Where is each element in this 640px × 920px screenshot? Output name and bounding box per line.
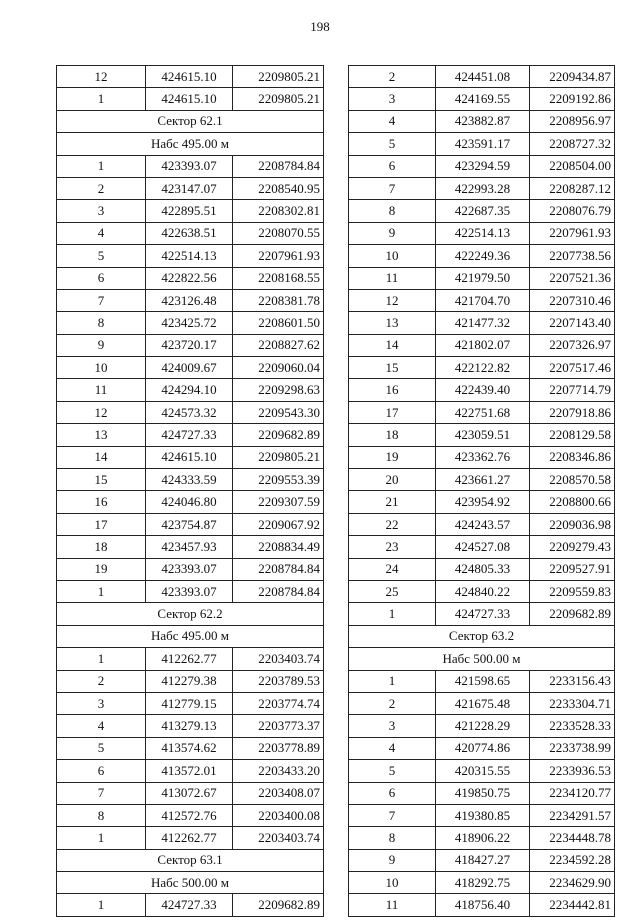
point-number: 4 <box>57 222 146 244</box>
y-coordinate: 2207326.97 <box>530 334 615 356</box>
table-row <box>349 357 615 379</box>
y-coordinate: 2208540.95 <box>233 177 324 199</box>
y-coordinate: 2233156.43 <box>530 670 615 692</box>
section-header-row <box>57 133 324 155</box>
y-coordinate: 2208784.84 <box>233 155 324 177</box>
point-number: 24 <box>349 558 436 580</box>
table-row <box>57 558 324 580</box>
table-row <box>349 379 615 401</box>
y-coordinate: 2208727.32 <box>530 133 615 155</box>
table-row <box>57 155 324 177</box>
y-coordinate: 2209067.92 <box>233 513 324 535</box>
y-coordinate: 2234592.28 <box>530 849 615 871</box>
section-header-text: Набс 500.00 м <box>349 648 615 670</box>
left-coordinates-table <box>56 65 324 917</box>
point-number: 11 <box>349 894 436 916</box>
section-header-text: Сектор 62.2 <box>57 603 324 625</box>
point-number: 1 <box>349 670 436 692</box>
table-row <box>57 469 324 491</box>
point-number: 11 <box>349 267 436 289</box>
x-coordinate: 423754.87 <box>146 513 233 535</box>
section-header-text: Набс 495.00 м <box>57 133 324 155</box>
x-coordinate: 423294.59 <box>436 155 530 177</box>
y-coordinate: 2203400.08 <box>233 804 324 826</box>
table-row <box>349 267 615 289</box>
point-number: 1 <box>57 580 146 602</box>
section-header-text: Набс 495.00 м <box>57 625 324 647</box>
table-row <box>349 424 615 446</box>
y-coordinate: 2234442.81 <box>530 894 615 916</box>
point-number: 12 <box>57 66 146 88</box>
table-row <box>57 446 324 468</box>
y-coordinate: 2208346.86 <box>530 446 615 468</box>
x-coordinate: 423362.76 <box>436 446 530 468</box>
table-row <box>349 222 615 244</box>
y-coordinate: 2209553.39 <box>233 469 324 491</box>
point-number: 13 <box>349 312 436 334</box>
table-row <box>57 289 324 311</box>
x-coordinate: 412262.77 <box>146 648 233 670</box>
x-coordinate: 423882.87 <box>436 110 530 132</box>
point-number: 1 <box>57 88 146 110</box>
y-coordinate: 2209682.89 <box>530 603 615 625</box>
point-number: 1 <box>57 648 146 670</box>
section-header-text: Сектор 62.1 <box>57 110 324 132</box>
table-row <box>57 536 324 558</box>
y-coordinate: 2233738.99 <box>530 737 615 759</box>
y-coordinate: 2208827.62 <box>233 334 324 356</box>
table-row <box>349 155 615 177</box>
x-coordinate: 418756.40 <box>436 894 530 916</box>
x-coordinate: 412779.15 <box>146 692 233 714</box>
y-coordinate: 2208570.58 <box>530 469 615 491</box>
table-row <box>57 177 324 199</box>
y-coordinate: 2207714.79 <box>530 379 615 401</box>
point-number: 2 <box>57 670 146 692</box>
x-coordinate: 421228.29 <box>436 715 530 737</box>
y-coordinate: 2208956.97 <box>530 110 615 132</box>
y-coordinate: 2208129.58 <box>530 424 615 446</box>
table-row <box>57 245 324 267</box>
point-number: 7 <box>57 782 146 804</box>
table-row <box>349 401 615 423</box>
table-row <box>57 715 324 737</box>
point-number: 5 <box>57 245 146 267</box>
section-header-row <box>57 625 324 647</box>
point-number: 10 <box>57 357 146 379</box>
x-coordinate: 413574.62 <box>146 737 233 759</box>
x-coordinate: 422895.51 <box>146 200 233 222</box>
point-number: 10 <box>349 872 436 894</box>
point-number: 9 <box>349 222 436 244</box>
table-row <box>349 312 615 334</box>
table-row <box>349 715 615 737</box>
point-number: 22 <box>349 513 436 535</box>
x-coordinate: 423126.48 <box>146 289 233 311</box>
x-coordinate: 423393.07 <box>146 580 233 602</box>
table-row <box>349 558 615 580</box>
table-row <box>349 670 615 692</box>
point-number: 5 <box>349 133 436 155</box>
table-row <box>57 513 324 535</box>
point-number: 16 <box>57 491 146 513</box>
table-row <box>57 357 324 379</box>
x-coordinate: 422122.82 <box>436 357 530 379</box>
x-coordinate: 423059.51 <box>436 424 530 446</box>
table-row <box>349 692 615 714</box>
point-number: 18 <box>57 536 146 558</box>
table-row <box>57 401 324 423</box>
x-coordinate: 412279.38 <box>146 670 233 692</box>
x-coordinate: 419380.85 <box>436 804 530 826</box>
y-coordinate: 2203773.37 <box>233 715 324 737</box>
y-coordinate: 2208070.55 <box>233 222 324 244</box>
table-row <box>57 491 324 513</box>
table-row <box>349 827 615 849</box>
point-number: 2 <box>349 692 436 714</box>
x-coordinate: 424046.80 <box>146 491 233 513</box>
point-number: 1 <box>349 603 436 625</box>
y-coordinate: 2208784.84 <box>233 558 324 580</box>
y-coordinate: 2207517.46 <box>530 357 615 379</box>
x-coordinate: 421979.50 <box>436 267 530 289</box>
table-row <box>57 782 324 804</box>
table-row <box>57 894 324 916</box>
y-coordinate: 2209036.98 <box>530 513 615 535</box>
x-coordinate: 413279.13 <box>146 715 233 737</box>
point-number: 7 <box>349 804 436 826</box>
x-coordinate: 422514.13 <box>436 222 530 244</box>
table-row <box>57 692 324 714</box>
x-coordinate: 418906.22 <box>436 827 530 849</box>
section-header-row <box>349 625 615 647</box>
x-coordinate: 413572.01 <box>146 760 233 782</box>
x-coordinate: 423457.93 <box>146 536 233 558</box>
table-row <box>349 88 615 110</box>
x-coordinate: 421802.07 <box>436 334 530 356</box>
x-coordinate: 418427.27 <box>436 849 530 871</box>
table-row <box>57 424 324 446</box>
x-coordinate: 424615.10 <box>146 66 233 88</box>
point-number: 14 <box>57 446 146 468</box>
x-coordinate: 424727.33 <box>436 603 530 625</box>
y-coordinate: 2209682.89 <box>233 894 324 916</box>
y-coordinate: 2203433.20 <box>233 760 324 782</box>
right-table-body <box>349 66 615 917</box>
table-row <box>349 849 615 871</box>
x-coordinate: 424805.33 <box>436 558 530 580</box>
table-row <box>349 446 615 468</box>
point-number: 6 <box>349 155 436 177</box>
x-coordinate: 423954.92 <box>436 491 530 513</box>
y-coordinate: 2203408.07 <box>233 782 324 804</box>
y-coordinate: 2203403.74 <box>233 648 324 670</box>
y-coordinate: 2208168.55 <box>233 267 324 289</box>
left-table-body <box>57 66 324 917</box>
y-coordinate: 2207143.40 <box>530 312 615 334</box>
point-number: 5 <box>57 737 146 759</box>
x-coordinate: 423720.17 <box>146 334 233 356</box>
section-header-text: Сектор 63.1 <box>57 849 324 871</box>
point-number: 12 <box>57 401 146 423</box>
x-coordinate: 420774.86 <box>436 737 530 759</box>
y-coordinate: 2207918.86 <box>530 401 615 423</box>
x-coordinate: 422993.28 <box>436 177 530 199</box>
y-coordinate: 2207310.46 <box>530 289 615 311</box>
table-row <box>349 872 615 894</box>
y-coordinate: 2203403.74 <box>233 827 324 849</box>
point-number: 2 <box>57 177 146 199</box>
point-number: 7 <box>349 177 436 199</box>
y-coordinate: 2209682.89 <box>233 424 324 446</box>
table-row <box>349 603 615 625</box>
table-row <box>57 334 324 356</box>
y-coordinate: 2209805.21 <box>233 66 324 88</box>
y-coordinate: 2209543.30 <box>233 401 324 423</box>
x-coordinate: 424169.55 <box>436 88 530 110</box>
x-coordinate: 418292.75 <box>436 872 530 894</box>
y-coordinate: 2208381.78 <box>233 289 324 311</box>
x-coordinate: 423661.27 <box>436 469 530 491</box>
y-coordinate: 2209527.91 <box>530 558 615 580</box>
table-row <box>57 66 324 88</box>
point-number: 13 <box>57 424 146 446</box>
y-coordinate: 2203774.74 <box>233 692 324 714</box>
table-row <box>349 334 615 356</box>
point-number: 4 <box>349 110 436 132</box>
section-header-row <box>57 849 324 871</box>
point-number: 3 <box>349 88 436 110</box>
table-row <box>57 200 324 222</box>
table-row <box>349 580 615 602</box>
point-number: 9 <box>57 334 146 356</box>
table-row <box>349 110 615 132</box>
point-number: 3 <box>349 715 436 737</box>
point-number: 1 <box>57 894 146 916</box>
table-row <box>57 88 324 110</box>
y-coordinate: 2209805.21 <box>233 446 324 468</box>
y-coordinate: 2203778.89 <box>233 737 324 759</box>
y-coordinate: 2207961.93 <box>530 222 615 244</box>
x-coordinate: 424573.32 <box>146 401 233 423</box>
x-coordinate: 422751.68 <box>436 401 530 423</box>
point-number: 6 <box>57 760 146 782</box>
y-coordinate: 2208302.81 <box>233 200 324 222</box>
point-number: 18 <box>349 424 436 446</box>
table-row <box>349 760 615 782</box>
point-number: 14 <box>349 334 436 356</box>
y-coordinate: 2208601.50 <box>233 312 324 334</box>
x-coordinate: 424615.10 <box>146 446 233 468</box>
y-coordinate: 2209434.87 <box>530 66 615 88</box>
point-number: 20 <box>349 469 436 491</box>
y-coordinate: 2234629.90 <box>530 872 615 894</box>
x-coordinate: 422687.35 <box>436 200 530 222</box>
section-header-row <box>57 872 324 894</box>
y-coordinate: 2209805.21 <box>233 88 324 110</box>
x-coordinate: 421598.65 <box>436 670 530 692</box>
point-number: 11 <box>57 379 146 401</box>
table-row <box>349 245 615 267</box>
point-number: 12 <box>349 289 436 311</box>
y-coordinate: 2207521.36 <box>530 267 615 289</box>
table-row <box>349 513 615 535</box>
y-coordinate: 2209060.04 <box>233 357 324 379</box>
point-number: 7 <box>57 289 146 311</box>
x-coordinate: 423425.72 <box>146 312 233 334</box>
x-coordinate: 423393.07 <box>146 155 233 177</box>
table-row <box>57 580 324 602</box>
point-number: 1 <box>57 827 146 849</box>
x-coordinate: 424727.33 <box>146 894 233 916</box>
section-header-text: Набс 500.00 м <box>57 872 324 894</box>
table-row <box>349 66 615 88</box>
y-coordinate: 2208076.79 <box>530 200 615 222</box>
point-number: 8 <box>349 200 436 222</box>
table-row <box>349 894 615 916</box>
point-number: 6 <box>57 267 146 289</box>
point-number: 3 <box>57 692 146 714</box>
y-coordinate: 2208504.00 <box>530 155 615 177</box>
y-coordinate: 2209307.59 <box>233 491 324 513</box>
y-coordinate: 2234120.77 <box>530 782 615 804</box>
point-number: 6 <box>349 782 436 804</box>
x-coordinate: 423147.07 <box>146 177 233 199</box>
table-row <box>349 804 615 826</box>
x-coordinate: 412572.76 <box>146 804 233 826</box>
point-number: 16 <box>349 379 436 401</box>
x-coordinate: 424840.22 <box>436 580 530 602</box>
table-row <box>349 536 615 558</box>
point-number: 8 <box>57 312 146 334</box>
x-coordinate: 422249.36 <box>436 245 530 267</box>
y-coordinate: 2209298.63 <box>233 379 324 401</box>
point-number: 1 <box>57 155 146 177</box>
y-coordinate: 2207961.93 <box>233 245 324 267</box>
x-coordinate: 420315.55 <box>436 760 530 782</box>
point-number: 9 <box>349 849 436 871</box>
x-coordinate: 422439.40 <box>436 379 530 401</box>
y-coordinate: 2234448.78 <box>530 827 615 849</box>
point-number: 17 <box>57 513 146 535</box>
point-number: 17 <box>349 401 436 423</box>
x-coordinate: 413072.67 <box>146 782 233 804</box>
point-number: 15 <box>349 357 436 379</box>
x-coordinate: 424333.59 <box>146 469 233 491</box>
y-coordinate: 2209279.43 <box>530 536 615 558</box>
y-coordinate: 2233936.53 <box>530 760 615 782</box>
table-row <box>349 782 615 804</box>
x-coordinate: 422514.13 <box>146 245 233 267</box>
table-row <box>57 737 324 759</box>
section-header-text: Сектор 63.2 <box>349 625 615 647</box>
y-coordinate: 2208800.66 <box>530 491 615 513</box>
table-row <box>349 133 615 155</box>
section-header-row <box>57 110 324 132</box>
y-coordinate: 2209192.86 <box>530 88 615 110</box>
x-coordinate: 419850.75 <box>436 782 530 804</box>
section-header-row <box>57 603 324 625</box>
point-number: 3 <box>57 200 146 222</box>
x-coordinate: 424009.67 <box>146 357 233 379</box>
x-coordinate: 421477.32 <box>436 312 530 334</box>
y-coordinate: 2208287.12 <box>530 177 615 199</box>
table-row <box>349 289 615 311</box>
point-number: 15 <box>57 469 146 491</box>
x-coordinate: 422822.56 <box>146 267 233 289</box>
y-coordinate: 2234291.57 <box>530 804 615 826</box>
point-number: 19 <box>349 446 436 468</box>
table-row <box>349 469 615 491</box>
table-row <box>57 670 324 692</box>
y-coordinate: 2233528.33 <box>530 715 615 737</box>
point-number: 4 <box>349 737 436 759</box>
table-row <box>349 737 615 759</box>
table-row <box>349 177 615 199</box>
table-row <box>349 491 615 513</box>
x-coordinate: 421704.70 <box>436 289 530 311</box>
right-coordinates-table <box>348 65 615 917</box>
table-row <box>57 222 324 244</box>
x-coordinate: 424294.10 <box>146 379 233 401</box>
point-number: 23 <box>349 536 436 558</box>
section-header-row <box>349 648 615 670</box>
table-row <box>349 200 615 222</box>
x-coordinate: 421675.48 <box>436 692 530 714</box>
point-number: 2 <box>349 66 436 88</box>
x-coordinate: 424243.57 <box>436 513 530 535</box>
table-row <box>57 827 324 849</box>
y-coordinate: 2203789.53 <box>233 670 324 692</box>
point-number: 21 <box>349 491 436 513</box>
table-row <box>57 648 324 670</box>
x-coordinate: 424727.33 <box>146 424 233 446</box>
x-coordinate: 424615.10 <box>146 88 233 110</box>
table-row <box>57 379 324 401</box>
y-coordinate: 2207738.56 <box>530 245 615 267</box>
x-coordinate: 424451.08 <box>436 66 530 88</box>
point-number: 4 <box>57 715 146 737</box>
x-coordinate: 422638.51 <box>146 222 233 244</box>
point-number: 8 <box>349 827 436 849</box>
point-number: 25 <box>349 580 436 602</box>
y-coordinate: 2233304.71 <box>530 692 615 714</box>
x-coordinate: 423591.17 <box>436 133 530 155</box>
table-row <box>57 804 324 826</box>
x-coordinate: 424527.08 <box>436 536 530 558</box>
y-coordinate: 2208784.84 <box>233 580 324 602</box>
table-row <box>57 267 324 289</box>
y-coordinate: 2208834.49 <box>233 536 324 558</box>
point-number: 5 <box>349 760 436 782</box>
table-row <box>57 312 324 334</box>
point-number: 8 <box>57 804 146 826</box>
point-number: 19 <box>57 558 146 580</box>
page-number: 198 <box>310 19 330 34</box>
x-coordinate: 423393.07 <box>146 558 233 580</box>
table-row <box>57 760 324 782</box>
y-coordinate: 2209559.83 <box>530 580 615 602</box>
x-coordinate: 412262.77 <box>146 827 233 849</box>
point-number: 10 <box>349 245 436 267</box>
